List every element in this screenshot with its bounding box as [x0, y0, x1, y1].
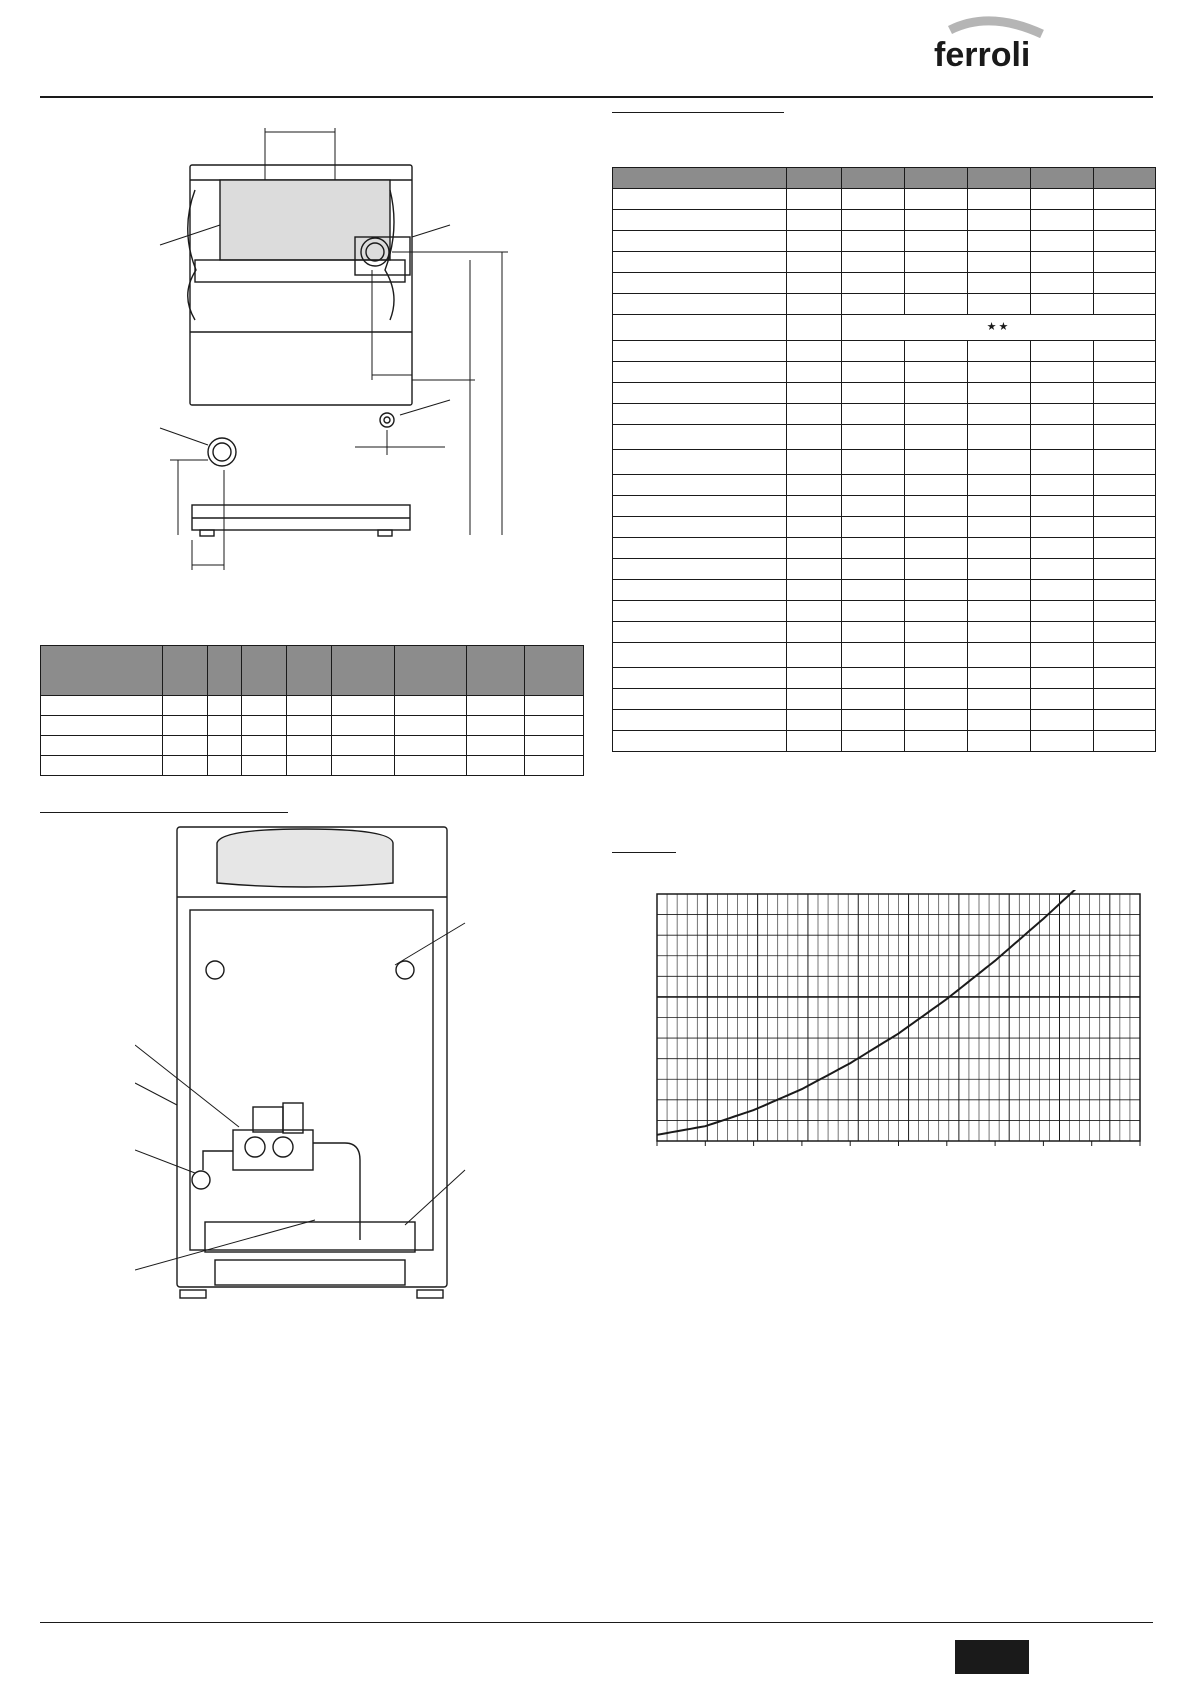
brand-name: ferroli — [934, 36, 1031, 74]
table-row — [41, 696, 584, 716]
star-rating: ★★ — [842, 315, 1156, 341]
table-row — [613, 710, 1156, 731]
technical-data-table — [612, 167, 1156, 752]
technical-table-header — [613, 168, 1156, 189]
table-row — [613, 210, 1156, 231]
table-row — [613, 601, 1156, 622]
table-row-star-rating — [613, 315, 1156, 341]
table-row — [613, 622, 1156, 643]
dimensions-table-header — [41, 646, 584, 696]
dimension-drawing — [150, 120, 510, 580]
section-rule-technical-data — [612, 112, 784, 113]
table-row — [613, 496, 1156, 517]
chart-series-line — [657, 890, 1092, 1135]
table-row — [613, 731, 1156, 752]
table-row — [41, 736, 584, 756]
table-row — [41, 716, 584, 736]
table-row — [613, 475, 1156, 496]
section-rule-main-components — [40, 812, 288, 813]
table-row — [613, 517, 1156, 538]
table-row — [613, 559, 1156, 580]
table-row — [613, 643, 1156, 668]
table-row — [613, 425, 1156, 450]
table-row — [613, 189, 1156, 210]
ferroli-logo — [930, 14, 1060, 74]
pressure-loss-chart — [655, 890, 1145, 1170]
table-row — [613, 580, 1156, 601]
page-number-tab — [955, 1640, 1029, 1674]
table-row — [613, 362, 1156, 383]
table-row — [613, 231, 1156, 252]
table-row — [613, 383, 1156, 404]
table-row — [613, 252, 1156, 273]
dimensions-table — [40, 645, 584, 776]
table-row — [613, 404, 1156, 425]
table-row — [613, 668, 1156, 689]
section-rule-diagram — [612, 852, 676, 853]
chart-grid — [657, 894, 1140, 1141]
table-row — [613, 341, 1156, 362]
components-drawing — [135, 825, 495, 1300]
table-row — [613, 450, 1156, 475]
table-row — [613, 294, 1156, 315]
logo-swoosh — [950, 21, 1042, 34]
table-row — [613, 273, 1156, 294]
table-row — [613, 689, 1156, 710]
footer-rule — [40, 1622, 1153, 1623]
header-rule — [40, 96, 1153, 98]
table-row — [613, 538, 1156, 559]
table-row — [41, 756, 584, 776]
